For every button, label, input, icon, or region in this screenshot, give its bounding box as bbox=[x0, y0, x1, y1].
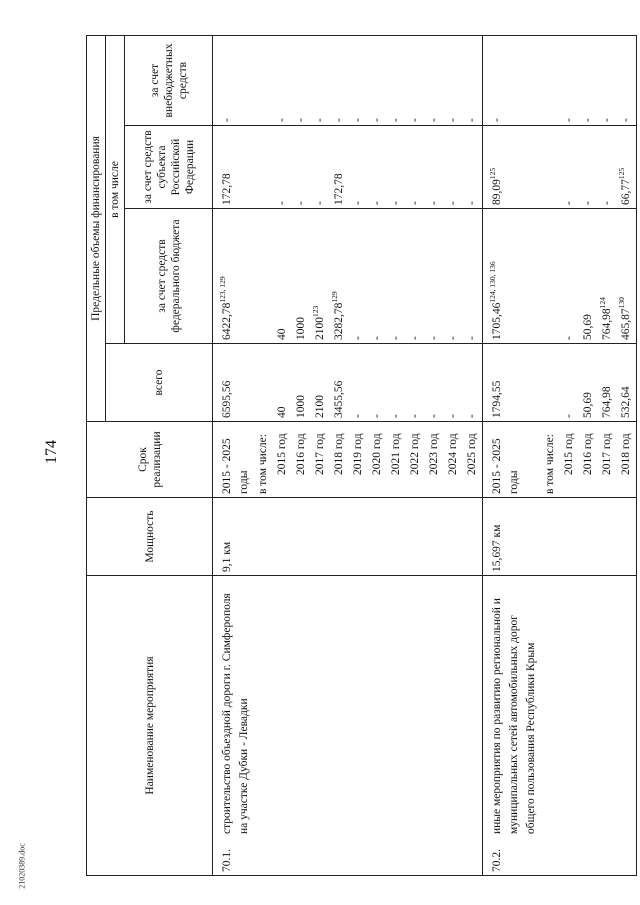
federal-cell-footnote: 123, 129 bbox=[218, 276, 228, 303]
total-cell bbox=[368, 344, 387, 422]
period-cell bbox=[349, 422, 368, 498]
year-label: 2017 год bbox=[314, 433, 326, 475]
period-cell bbox=[273, 422, 292, 498]
year-label: 2018 год bbox=[333, 433, 345, 475]
subject-cell-value: - bbox=[428, 201, 440, 205]
document-code: 21020389.doc bbox=[17, 843, 27, 889]
capacity-cell bbox=[349, 498, 368, 576]
item-name: иные мероприятия по развитию региональной и муниципальных сетей автомобильных дорог общего пользования Республики Крым bbox=[491, 598, 537, 834]
subtotal-label: в том числе: bbox=[257, 434, 269, 494]
federal-cell-value: 1000 bbox=[295, 317, 307, 340]
capacity-cell bbox=[273, 498, 292, 576]
offbudget-cell bbox=[273, 36, 292, 126]
offbudget-cell bbox=[444, 36, 463, 126]
offbudget-cell bbox=[483, 36, 542, 126]
total-cell bbox=[444, 344, 463, 422]
total-cell-value: 1794,55 bbox=[491, 380, 503, 418]
header-period: Срок реализации bbox=[87, 422, 213, 498]
federal-cell-value: 3282,78 bbox=[333, 302, 345, 340]
item-name-cell bbox=[330, 576, 349, 876]
subject-cell-value: 172,78 bbox=[333, 173, 345, 205]
subject-cell-value: - bbox=[601, 201, 613, 205]
total-cell bbox=[579, 344, 598, 422]
subject-cell bbox=[483, 126, 542, 209]
header-subject: за счет средств субъекта Российской Федерации bbox=[125, 126, 213, 209]
item-period: 2015 - 2025 годы bbox=[491, 438, 520, 494]
total-cell-value: 6595,56 bbox=[221, 380, 233, 418]
total-cell-value: - bbox=[447, 414, 459, 418]
header-total: всего bbox=[106, 344, 213, 422]
federal-cell bbox=[254, 209, 273, 344]
federal-cell bbox=[311, 209, 330, 344]
subject-cell bbox=[254, 126, 273, 209]
item-name-cell bbox=[406, 576, 425, 876]
offbudget-cell bbox=[406, 36, 425, 126]
subject-cell bbox=[463, 126, 483, 209]
item-name-cell bbox=[273, 576, 292, 876]
table-body bbox=[213, 36, 637, 876]
item-name-cell bbox=[387, 576, 406, 876]
subject-cell bbox=[273, 126, 292, 209]
capacity-cell bbox=[425, 498, 444, 576]
subject-cell bbox=[617, 126, 637, 209]
total-cell bbox=[311, 344, 330, 422]
period-cell bbox=[617, 422, 637, 498]
total-cell-value: - bbox=[371, 414, 383, 418]
subject-cell-value: - bbox=[352, 201, 364, 205]
offbudget-cell bbox=[617, 36, 637, 126]
offbudget-cell-value: - bbox=[601, 118, 613, 122]
period-cell bbox=[311, 422, 330, 498]
year-label: 2020 год bbox=[371, 433, 383, 475]
capacity-cell bbox=[368, 498, 387, 576]
year-label: 2022 год bbox=[409, 433, 421, 475]
federal-cell-footnote: 130 bbox=[617, 297, 627, 309]
federal-cell-value: - bbox=[428, 336, 440, 340]
subject-cell bbox=[292, 126, 311, 209]
offbudget-cell bbox=[425, 36, 444, 126]
offbudget-cell-value: - bbox=[563, 118, 575, 122]
period-cell bbox=[560, 422, 579, 498]
federal-cell bbox=[330, 209, 349, 344]
subject-cell bbox=[444, 126, 463, 209]
capacity-cell bbox=[541, 498, 560, 576]
subject-cell-value: - bbox=[390, 201, 402, 205]
federal-cell-footnote: 129 bbox=[330, 291, 340, 303]
federal-cell bbox=[560, 209, 579, 344]
item-name-cell bbox=[292, 576, 311, 876]
offbudget-cell-value: - bbox=[276, 118, 288, 122]
subject-cell bbox=[213, 126, 255, 209]
capacity-cell bbox=[483, 498, 542, 576]
federal-cell-value: - bbox=[352, 336, 364, 340]
rotated-table-container bbox=[86, 36, 632, 876]
year-row bbox=[579, 36, 598, 876]
total-cell-value: - bbox=[563, 414, 575, 418]
offbudget-cell bbox=[349, 36, 368, 126]
total-cell-value: - bbox=[466, 414, 478, 418]
period-cell bbox=[483, 422, 542, 498]
item-name-cell bbox=[254, 576, 273, 876]
total-cell bbox=[292, 344, 311, 422]
subject-cell-value: - bbox=[371, 201, 383, 205]
subject-cell bbox=[579, 126, 598, 209]
total-cell bbox=[560, 344, 579, 422]
total-cell-value: - bbox=[409, 414, 421, 418]
federal-cell-footnote: 124, 130, 136 bbox=[488, 261, 498, 303]
period-cell bbox=[387, 422, 406, 498]
item-number: 70.2. bbox=[491, 849, 503, 872]
offbudget-cell-value: - bbox=[352, 118, 364, 122]
total-cell bbox=[330, 344, 349, 422]
year-label: 2016 год bbox=[582, 433, 594, 475]
total-cell-value: 3455,56 bbox=[333, 380, 345, 418]
year-row bbox=[273, 36, 292, 876]
total-cell bbox=[463, 344, 483, 422]
offbudget-cell-value: - bbox=[333, 118, 345, 122]
federal-cell-value: 2100 bbox=[314, 317, 326, 340]
federal-cell-value: 6422,78 bbox=[221, 302, 233, 340]
capacity-cell bbox=[463, 498, 483, 576]
total-cell-value: 1000 bbox=[295, 395, 307, 418]
subject-cell-value: - bbox=[295, 201, 307, 205]
total-cell bbox=[387, 344, 406, 422]
subject-cell bbox=[425, 126, 444, 209]
item-number: 70.1. bbox=[221, 849, 233, 872]
total-cell bbox=[213, 344, 255, 422]
total-cell bbox=[617, 344, 637, 422]
subject-cell-footnote: 125 bbox=[488, 167, 498, 180]
item-capacity: 9,1 км bbox=[221, 541, 233, 572]
capacity-cell bbox=[292, 498, 311, 576]
item-name-cell bbox=[349, 576, 368, 876]
total-cell bbox=[349, 344, 368, 422]
total-cell-value: 40 bbox=[276, 406, 288, 418]
year-row bbox=[368, 36, 387, 876]
item-name-cell bbox=[598, 576, 617, 876]
subject-cell bbox=[406, 126, 425, 209]
header-name: Наименование мероприятия bbox=[87, 576, 213, 876]
subject-cell-value: 66,77 bbox=[620, 179, 632, 205]
federal-cell-footnote: 124 bbox=[598, 297, 608, 309]
federal-cell bbox=[349, 209, 368, 344]
year-row bbox=[406, 36, 425, 876]
capacity-cell bbox=[387, 498, 406, 576]
federal-cell bbox=[213, 209, 255, 344]
period-cell bbox=[213, 422, 255, 498]
federal-cell-value: 40 bbox=[276, 328, 288, 340]
year-label: 2023 год bbox=[428, 433, 440, 475]
capacity-cell bbox=[311, 498, 330, 576]
capacity-cell bbox=[579, 498, 598, 576]
total-cell-value: - bbox=[352, 414, 364, 418]
period-cell bbox=[541, 422, 560, 498]
total-cell-value: - bbox=[428, 414, 440, 418]
header-offbudget: за счет внебюджетных средств bbox=[125, 36, 213, 126]
federal-cell-value: 764,98 bbox=[601, 308, 613, 340]
period-cell bbox=[444, 422, 463, 498]
federal-cell bbox=[541, 209, 560, 344]
item-name-cell bbox=[579, 576, 598, 876]
subject-cell bbox=[368, 126, 387, 209]
period-cell bbox=[406, 422, 425, 498]
offbudget-cell-value: - bbox=[221, 118, 233, 122]
offbudget-cell bbox=[598, 36, 617, 126]
federal-cell bbox=[292, 209, 311, 344]
item-period: 2015 - 2025 годы bbox=[221, 438, 250, 494]
year-label: 2021 год bbox=[390, 433, 402, 475]
capacity-cell bbox=[560, 498, 579, 576]
offbudget-cell bbox=[387, 36, 406, 126]
subtotal-label: в том числе: bbox=[544, 434, 556, 494]
capacity-cell bbox=[330, 498, 349, 576]
table-header bbox=[87, 36, 213, 876]
subject-cell-value: - bbox=[314, 201, 326, 205]
year-row bbox=[330, 36, 349, 876]
federal-cell bbox=[425, 209, 444, 344]
federal-cell bbox=[387, 209, 406, 344]
item-name-cell bbox=[617, 576, 637, 876]
subject-cell bbox=[349, 126, 368, 209]
capacity-cell bbox=[444, 498, 463, 576]
federal-cell bbox=[273, 209, 292, 344]
total-cell-value: 50,69 bbox=[582, 392, 594, 418]
offbudget-cell-value: - bbox=[447, 118, 459, 122]
year-label: 2025 год bbox=[466, 433, 478, 475]
subject-cell-value: 172,78 bbox=[221, 173, 233, 205]
year-label: 2016 год bbox=[295, 433, 307, 475]
total-cell bbox=[425, 344, 444, 422]
federal-cell-value: - bbox=[371, 336, 383, 340]
federal-cell bbox=[444, 209, 463, 344]
item-name-cell bbox=[425, 576, 444, 876]
offbudget-cell-value: - bbox=[491, 118, 503, 122]
federal-cell-value: 1705,46 bbox=[491, 302, 503, 340]
year-row bbox=[311, 36, 330, 876]
header-including: в том числе bbox=[106, 36, 125, 344]
subject-cell-value: - bbox=[409, 201, 421, 205]
item-name-cell bbox=[483, 576, 542, 876]
offbudget-cell bbox=[254, 36, 273, 126]
subtotal-label-row bbox=[254, 36, 273, 876]
federal-cell bbox=[579, 209, 598, 344]
period-cell bbox=[254, 422, 273, 498]
financing-table bbox=[86, 35, 637, 876]
item-name-cell bbox=[444, 576, 463, 876]
item-row bbox=[483, 36, 542, 876]
federal-cell bbox=[368, 209, 387, 344]
capacity-cell bbox=[406, 498, 425, 576]
item-name-cell bbox=[311, 576, 330, 876]
total-cell-value: - bbox=[390, 414, 402, 418]
offbudget-cell-value: - bbox=[390, 118, 402, 122]
total-cell bbox=[406, 344, 425, 422]
total-cell bbox=[483, 344, 542, 422]
federal-cell-value: - bbox=[447, 336, 459, 340]
offbudget-cell-value: - bbox=[371, 118, 383, 122]
period-cell bbox=[463, 422, 483, 498]
subject-cell bbox=[330, 126, 349, 209]
offbudget-cell bbox=[560, 36, 579, 126]
item-name-cell bbox=[541, 576, 560, 876]
subject-cell bbox=[560, 126, 579, 209]
subject-cell-value: - bbox=[582, 201, 594, 205]
offbudget-cell bbox=[579, 36, 598, 126]
year-row bbox=[617, 36, 637, 876]
offbudget-cell bbox=[213, 36, 255, 126]
year-label: 2019 год bbox=[352, 433, 364, 475]
offbudget-cell-value: - bbox=[409, 118, 421, 122]
total-cell bbox=[254, 344, 273, 422]
subject-cell-value: - bbox=[563, 201, 575, 205]
offbudget-cell bbox=[463, 36, 483, 126]
offbudget-cell-value: - bbox=[295, 118, 307, 122]
subject-cell-value: - bbox=[447, 201, 459, 205]
offbudget-cell bbox=[368, 36, 387, 126]
offbudget-cell bbox=[330, 36, 349, 126]
year-label: 2024 год bbox=[447, 433, 459, 475]
offbudget-cell-value: - bbox=[620, 118, 632, 122]
total-cell-value: 2100 bbox=[314, 395, 326, 418]
item-row bbox=[213, 36, 255, 876]
federal-cell bbox=[617, 209, 637, 344]
year-row bbox=[598, 36, 617, 876]
total-cell-value: 532,64 bbox=[620, 386, 632, 418]
period-cell bbox=[292, 422, 311, 498]
table-viewport bbox=[86, 36, 632, 876]
federal-cell-value: - bbox=[563, 336, 575, 340]
total-cell bbox=[541, 344, 560, 422]
capacity-cell bbox=[598, 498, 617, 576]
item-capacity: 15,697 км bbox=[491, 524, 503, 572]
offbudget-cell-value: - bbox=[314, 118, 326, 122]
year-label: 2017 год bbox=[601, 433, 613, 475]
item-name-cell bbox=[213, 576, 255, 876]
year-label: 2015 год bbox=[563, 433, 575, 475]
header-capacity: Мощность bbox=[87, 498, 213, 576]
year-row bbox=[387, 36, 406, 876]
period-cell bbox=[425, 422, 444, 498]
year-row bbox=[560, 36, 579, 876]
federal-cell bbox=[483, 209, 542, 344]
offbudget-cell bbox=[541, 36, 560, 126]
total-cell bbox=[273, 344, 292, 422]
offbudget-cell-value: - bbox=[582, 118, 594, 122]
header-limits: Предельные объемы финансирования bbox=[87, 36, 106, 422]
year-row bbox=[463, 36, 483, 876]
item-name-cell bbox=[463, 576, 483, 876]
period-cell bbox=[330, 422, 349, 498]
federal-cell-value: 465,87 bbox=[620, 308, 632, 340]
subject-cell bbox=[387, 126, 406, 209]
federal-cell bbox=[406, 209, 425, 344]
year-label: 2015 год bbox=[276, 433, 288, 475]
header-federal: за счет средств федерального бюджета bbox=[125, 209, 213, 344]
federal-cell-value: - bbox=[409, 336, 421, 340]
page-number: 174 bbox=[43, 440, 60, 464]
offbudget-cell bbox=[311, 36, 330, 126]
subject-cell bbox=[541, 126, 560, 209]
year-row bbox=[444, 36, 463, 876]
offbudget-cell-value: - bbox=[466, 118, 478, 122]
subtotal-label-row bbox=[541, 36, 560, 876]
item-name-cell bbox=[560, 576, 579, 876]
federal-cell bbox=[598, 209, 617, 344]
item-name: строительство объездной дороги г. Симферополя на участке Дубки - Левадки bbox=[221, 593, 250, 834]
subject-cell-value: - bbox=[276, 201, 288, 205]
subject-cell bbox=[311, 126, 330, 209]
total-cell bbox=[598, 344, 617, 422]
subject-cell-footnote: 125 bbox=[617, 167, 627, 180]
subject-cell-value: - bbox=[466, 201, 478, 205]
year-row bbox=[292, 36, 311, 876]
period-cell bbox=[598, 422, 617, 498]
federal-cell bbox=[463, 209, 483, 344]
year-row bbox=[349, 36, 368, 876]
offbudget-cell-value: - bbox=[428, 118, 440, 122]
period-cell bbox=[368, 422, 387, 498]
total-cell-value: 764,98 bbox=[601, 386, 613, 418]
subject-cell-value: 89,09 bbox=[491, 179, 503, 205]
federal-cell-footnote: 123 bbox=[311, 305, 321, 317]
period-cell bbox=[579, 422, 598, 498]
capacity-cell bbox=[617, 498, 637, 576]
federal-cell-value: - bbox=[390, 336, 402, 340]
year-row bbox=[425, 36, 444, 876]
federal-cell-value: 50,69 bbox=[582, 314, 594, 340]
federal-cell-value: - bbox=[466, 336, 478, 340]
capacity-cell bbox=[254, 498, 273, 576]
offbudget-cell bbox=[292, 36, 311, 126]
item-name-cell bbox=[368, 576, 387, 876]
subject-cell bbox=[598, 126, 617, 209]
capacity-cell bbox=[213, 498, 255, 576]
year-label: 2018 год bbox=[620, 433, 632, 475]
